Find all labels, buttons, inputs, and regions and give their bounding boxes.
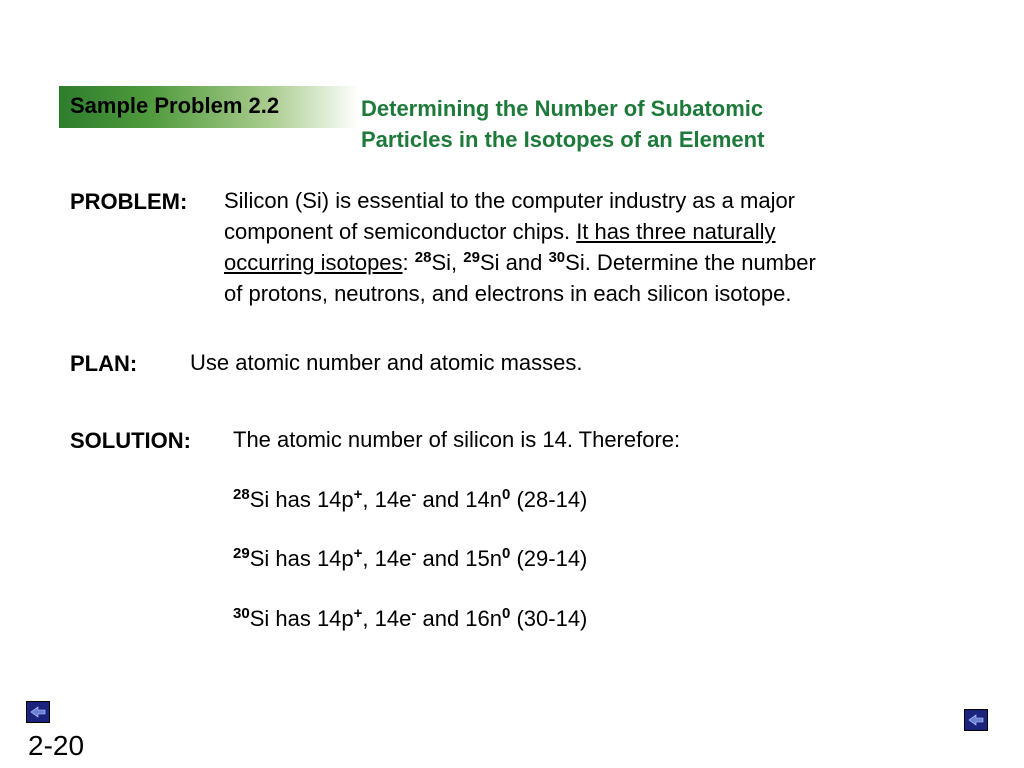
problem-line-1: Silicon (Si) is essential to the computer industry as a major bbox=[224, 188, 796, 213]
electron-charge: - bbox=[411, 545, 417, 562]
isotope-29-mass: 29 bbox=[463, 249, 480, 266]
arrow-left-icon bbox=[30, 706, 46, 718]
problem-title-line-2: Particles in the Isotopes of an Element bbox=[361, 127, 765, 152]
row-mass: 28 bbox=[233, 486, 250, 503]
row-text: Si has 14p bbox=[249, 606, 354, 631]
proton-charge: + bbox=[353, 605, 363, 622]
solution-row bbox=[233, 603, 587, 634]
proton-charge: + bbox=[353, 486, 363, 503]
row-calc: (28-14) bbox=[510, 487, 588, 512]
problem-title-line-1: Determining the Number of Subatomic bbox=[361, 96, 764, 121]
row-calc: (29-14) bbox=[510, 546, 588, 571]
isotope-30-mass: 30 bbox=[548, 249, 566, 266]
solution-text: The atomic number of silicon is 14. Therefore: bbox=[233, 427, 681, 452]
plan-label: PLAN: bbox=[70, 351, 138, 376]
neutron-charge: 0 bbox=[502, 486, 511, 503]
electron-charge: - bbox=[411, 605, 417, 622]
row-text: and 14n bbox=[416, 487, 502, 512]
solution-row bbox=[233, 484, 587, 515]
problem-line-2 bbox=[224, 216, 816, 247]
row-text: Si has 14p bbox=[249, 487, 354, 512]
neutron-charge: 0 bbox=[502, 605, 511, 622]
row-text: , 14e bbox=[362, 606, 412, 631]
plan-text: Use atomic number and atomic masses. bbox=[190, 350, 583, 375]
row-text: and 15n bbox=[416, 546, 502, 571]
problem-line-3 bbox=[224, 247, 816, 278]
proton-charge: + bbox=[353, 545, 363, 562]
row-mass: 29 bbox=[233, 545, 250, 562]
next-slide-button[interactable] bbox=[964, 709, 988, 731]
row-mass: 30 bbox=[233, 605, 250, 622]
solution-label: SOLUTION: bbox=[70, 428, 191, 453]
electron-charge: - bbox=[411, 486, 417, 503]
isotope-29-symbol: Si and bbox=[479, 250, 549, 275]
underlined-isotope-phrase-2: occurring isotopes bbox=[224, 250, 403, 275]
problem-label: PROBLEM: bbox=[70, 189, 188, 214]
sample-problem-label: Sample Problem 2.2 bbox=[70, 93, 280, 118]
problem-title bbox=[361, 93, 881, 155]
row-text: , 14e bbox=[362, 546, 412, 571]
row-text: , 14e bbox=[362, 487, 412, 512]
previous-slide-button[interactable] bbox=[26, 701, 50, 723]
solution-row bbox=[233, 543, 587, 574]
problem-line-4: of protons, neutrons, and electrons in each silicon isotope. bbox=[224, 281, 792, 306]
problem-line-2a: component of semiconductor chips. bbox=[224, 219, 577, 244]
row-calc: (30-14) bbox=[510, 606, 588, 631]
row-text: and 16n bbox=[416, 606, 502, 631]
underlined-isotope-phrase-1: It has three naturally bbox=[576, 219, 776, 244]
isotope-30-symbol: Si. Determine the number bbox=[565, 250, 816, 275]
arrow-left-icon bbox=[968, 714, 984, 726]
row-text: Si has 14p bbox=[249, 546, 354, 571]
problem-line-3-colon: : bbox=[402, 250, 415, 275]
isotope-28-mass: 28 bbox=[414, 249, 432, 266]
page-number: 2-20 bbox=[28, 730, 85, 761]
isotope-28-symbol: Si, bbox=[431, 250, 464, 275]
neutron-charge: 0 bbox=[502, 545, 511, 562]
problem-text bbox=[224, 185, 816, 309]
